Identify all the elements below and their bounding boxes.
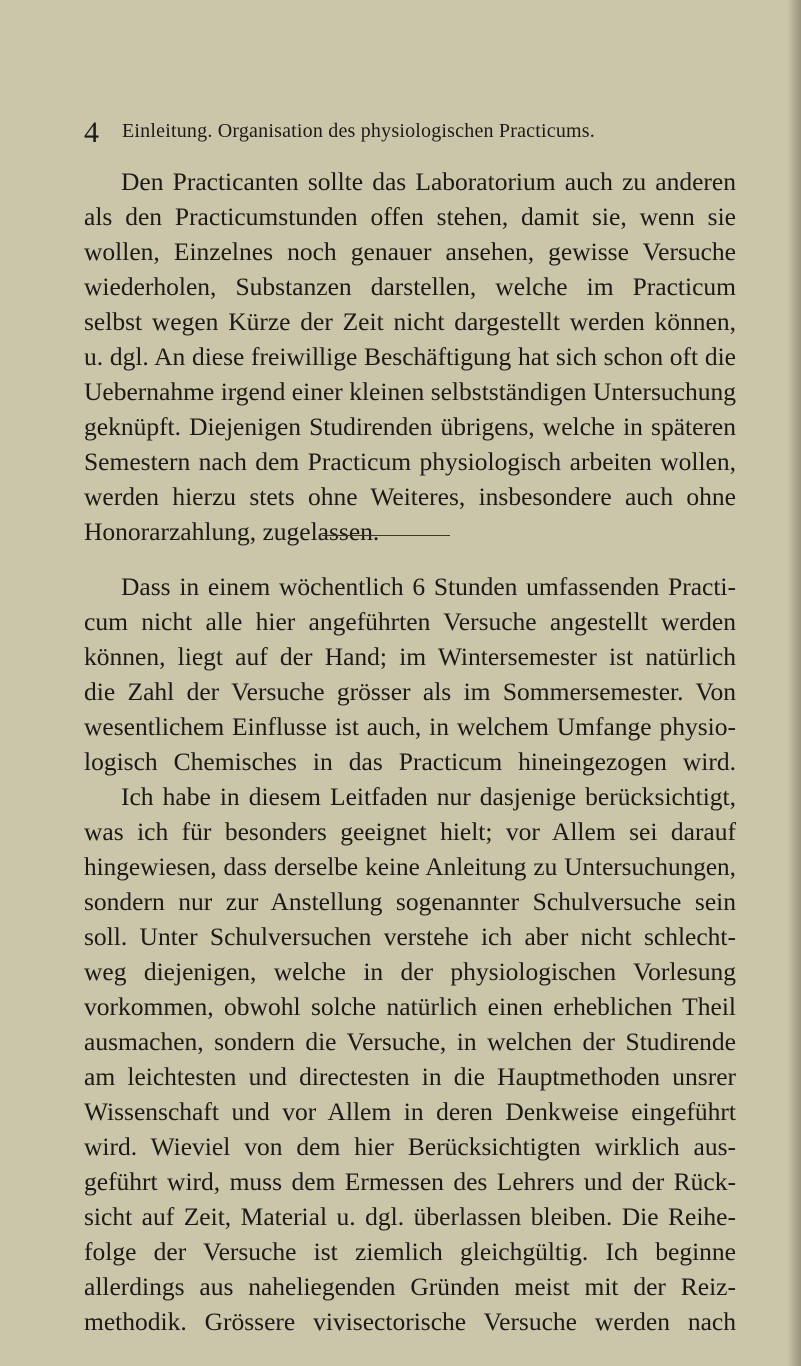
text-line: weg diejenigen, welche in der physiologischen Vorlesung bbox=[84, 957, 736, 986]
page-edge-shadow bbox=[787, 0, 801, 1366]
text-line: Wissenschaft und vor Allem in deren Denkweise eingeführt bbox=[84, 1097, 736, 1126]
text-line: wird. Wieviel von dem hier Berücksichtigten wirklich aus- bbox=[84, 1132, 736, 1161]
text-line: hingewiesen, dass derselbe keine Anleitung zu Untersuchungen, bbox=[84, 853, 736, 881]
text-line: soll. Unter Schulversuchen verstehe ich aber nicht schlecht- bbox=[84, 922, 736, 951]
text-line: u. dgl. An diese freiwillige Beschäftigung hat sich schon oft die bbox=[84, 342, 736, 371]
text-line: als den Practicumstunden offen stehen, damit sie, wenn sie bbox=[84, 202, 736, 231]
page-number: 4 bbox=[84, 116, 99, 149]
text-line: logisch Chemisches in das Practicum hineingezogen wird. bbox=[84, 747, 736, 776]
text-line: werden hierzu stets ohne Weiteres, insbesondere auch ohne bbox=[84, 482, 736, 511]
text-line: wollen, Einzelnes noch genauer ansehen, gewisse Versuche bbox=[84, 237, 736, 266]
text-line: wesentlichem Einflusse ist auch, in welchem Umfange physio- bbox=[84, 712, 736, 741]
text-line: selbst wegen Kürze der Zeit nicht dargestellt werden können, bbox=[84, 307, 736, 336]
running-head bbox=[0, 118, 801, 148]
text-line: Honorarzahlung, zugelassen. bbox=[84, 517, 380, 546]
text-line: folge der Versuche ist ziemlich gleichgültig. Ich beginne bbox=[84, 1237, 736, 1266]
text-line: Semestern nach dem Practicum physiologisch arbeiten wollen, bbox=[84, 447, 736, 476]
text-line: geknüpft. Diejenigen Studirenden übrigens, welche in späteren bbox=[84, 412, 736, 441]
text-line: vorkommen, obwohl solche natürlich einen erheblichen Theil bbox=[84, 992, 736, 1021]
text-line: methodik. Grössere vivisectorische Versuche werden nach bbox=[84, 1307, 736, 1336]
text-line: was ich für besonders geeignet hielt; vor Allem sei darauf bbox=[84, 817, 736, 846]
text-line: am leichtesten und directesten in die Hauptmethoden unsrer bbox=[84, 1062, 736, 1091]
text-line: Den Practicanten sollte das Laboratorium auch zu anderen bbox=[121, 167, 736, 196]
text-line: cum nicht alle hier angeführten Versuche angestellt werden bbox=[84, 607, 736, 636]
text-line: allerdings aus naheliegenden Gründen meist mit der Reiz- bbox=[84, 1272, 736, 1301]
text-line: ausmachen, sondern die Versuche, in welchen der Studirende bbox=[84, 1027, 736, 1056]
text-line: die Zahl der Versuche grösser als im Sommersemester. Von bbox=[84, 677, 736, 706]
text-line: Ich habe in diesem Leitfaden nur dasjenige berücksichtigt, bbox=[121, 782, 736, 811]
running-title: Einleitung. Organisation des physiologischen Practicums. bbox=[122, 120, 595, 142]
text-line: Uebernahme irgend einer kleinen selbstständigen Untersuchung bbox=[84, 377, 736, 406]
text-line: können, liegt auf der Hand; im Wintersemester ist natürlich bbox=[84, 642, 736, 671]
section-divider bbox=[322, 535, 450, 536]
text-line: wiederholen, Substanzen darstellen, welche im Practicum bbox=[84, 272, 736, 301]
text-line: sondern nur zur Anstellung sogenannter Schulversuche sein bbox=[84, 887, 736, 916]
text-line: Dass in einem wöchentlich 6 Stunden umfassenden Practi- bbox=[121, 572, 736, 601]
text-line: sicht auf Zeit, Material u. dgl. überlassen bleiben. Die Reihe- bbox=[84, 1202, 736, 1231]
text-line: geführt wird, muss dem Ermessen des Lehrers und der Rück- bbox=[84, 1167, 736, 1196]
